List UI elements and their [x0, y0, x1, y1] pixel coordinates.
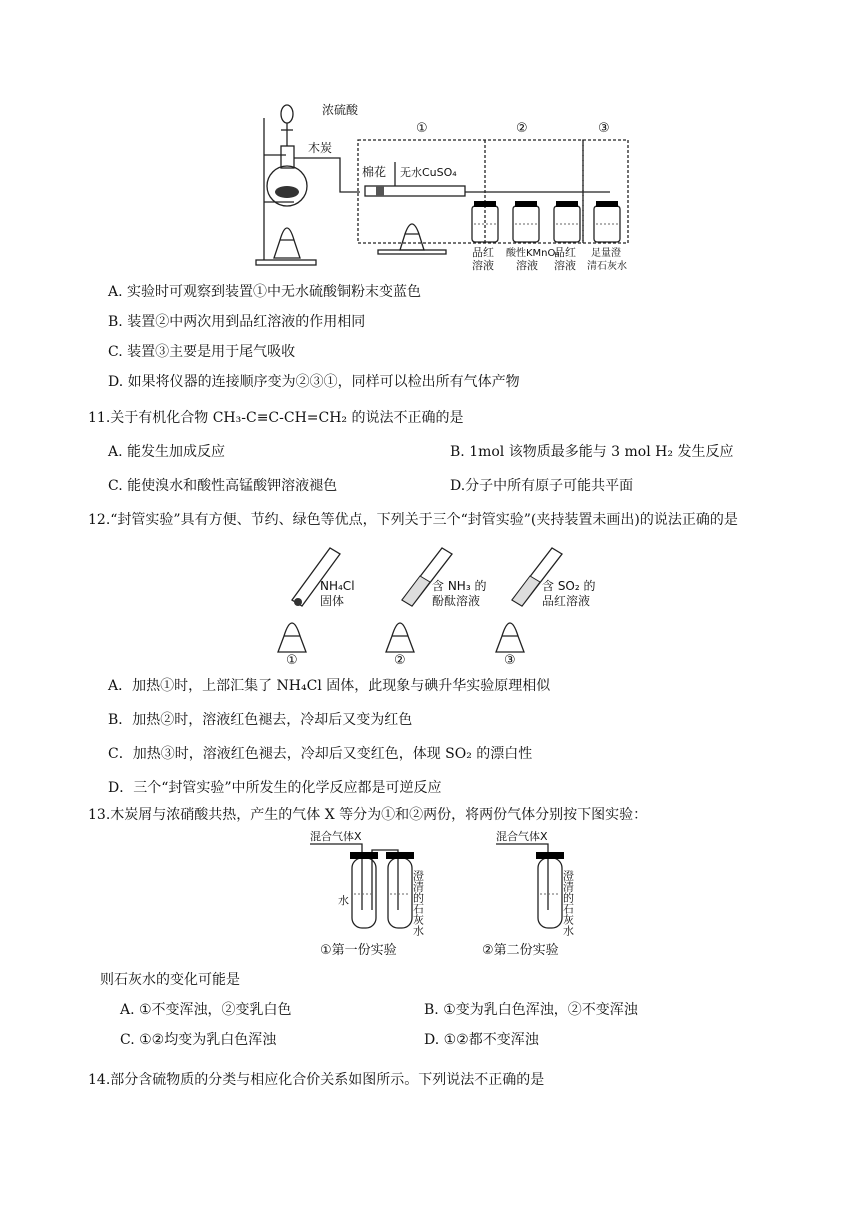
water-label: 水 [338, 894, 349, 907]
bottle4-label-b: 清石灰水 [587, 261, 627, 272]
q11-option-a: A. 能发生加成反应 [108, 444, 226, 460]
q13-stem: 13.木炭屑与浓硝酸共热，产生的气体 X 等分为①和②两份，将两份气体分别按下图实验： [88, 807, 648, 823]
q13-option-b: B. ①变为乳白色浑浊，②不变浑浊 [424, 1002, 638, 1018]
q12-option-c: C．加热③时，溶液红色褪去，冷却后又变红色，体现 SO₂ 的漂白性 [108, 746, 533, 762]
label-cuso4: 无水CuSO₄ [400, 166, 457, 179]
bottle4-label-a: 足量澄 [591, 248, 621, 259]
q13-option-a: A. ①不变浑浊，②变乳白色 [120, 1002, 292, 1018]
q10-option-b: B. 装置②中两次用到品红溶液的作用相同 [108, 314, 366, 330]
gas-test-figure-q13 [300, 830, 610, 962]
bottle1-label-b: 溶液 [472, 259, 494, 272]
q12-option-a: A．加热①时，上部汇集了 NH₄Cl 固体，此现象与碘升华实验原理相似 [108, 678, 551, 694]
exp1-lime-label: 澄清的石灰水 [411, 870, 425, 936]
q11-option-d: D.分子中所有原子可能共平面 [450, 478, 634, 494]
q11-stem: 11.关于有机化合物 CH₃-C≡C-CH=CH₂ 的说法不正确的是 [88, 410, 464, 426]
q11-option-b: B. 1mol 该物质最多能与 3 mol H₂ 发生反应 [450, 444, 734, 460]
bottle2-label-b: 溶液 [516, 259, 538, 272]
q12-option-d: D．三个“封管实验”中所发生的化学反应都是可逆反应 [108, 780, 442, 796]
label-cotton: 棉花 [362, 165, 387, 179]
q13-option-d: D. ①②都不变浑浊 [424, 1032, 539, 1048]
tube1-label-b: 固体 [320, 594, 345, 608]
exp1-gas-label: 混合气体X [310, 830, 362, 843]
tube1-label-a: NH₄Cl [320, 579, 355, 593]
q13-option-c: C. ①②均变为乳白色浑浊 [120, 1032, 277, 1048]
apparatus-figure-q10 [250, 100, 640, 276]
q10-option-c: C. 装置③主要是用于尾气吸收 [108, 344, 296, 360]
q13-question: 则石灰水的变化可能是 [100, 972, 240, 988]
q12-option-b: B．加热②时，溶液红色褪去，冷却后又变为红色 [108, 712, 413, 728]
exp1-caption: ①第一份实验 [320, 943, 397, 958]
box1-label: ① [416, 121, 428, 136]
tube3-label-a: 含 SO₂ 的 [542, 579, 596, 593]
sealed-tube-figure-q12 [270, 540, 600, 666]
q10-option-a: A. 实验时可观察到装置①中无水硫酸铜粉末变蓝色 [108, 284, 422, 300]
q12-stem: 12.“封管实验”具有方便、节约、绿色等优点，下列关于三个“封管实验”(夹持装置未画出)的说法正确的是 [88, 512, 738, 528]
box2-label: ② [516, 121, 528, 136]
tube1-number: ① [286, 653, 298, 666]
tube2-number: ② [394, 653, 406, 666]
box3-label: ③ [598, 121, 610, 136]
label-charcoal: 木炭 [308, 141, 333, 155]
q11-option-c: C. 能使溴水和酸性高锰酸钾溶液褪色 [108, 478, 338, 494]
q10-option-d: D. 如果将仪器的连接顺序变为②③①，同样可以检出所有气体产物 [108, 374, 520, 390]
tube3-label-b: 品红溶液 [542, 594, 591, 608]
label-conc-acid: 浓硫酸 [322, 103, 359, 117]
bottle2-label-a: 酸性KMnO₄ [506, 248, 560, 259]
bottle1-label-a: 品红 [472, 246, 494, 259]
exp2-caption: ②第二份实验 [482, 943, 559, 958]
exp2-gas-label: 混合气体X [496, 830, 548, 843]
tube2-label-b: 酚酞溶液 [432, 594, 481, 608]
bottle3-label-a: 品红 [554, 246, 576, 259]
exp2-lime-label: 澄清的石灰水 [561, 870, 575, 936]
tube3-number: ③ [504, 653, 516, 666]
tube2-label-a: 含 NH₃ 的 [432, 579, 487, 593]
bottle3-label-b: 溶液 [554, 259, 576, 272]
q14-stem: 14.部分含硫物质的分类与相应化合价关系如图所示。下列说法不正确的是 [88, 1072, 545, 1088]
